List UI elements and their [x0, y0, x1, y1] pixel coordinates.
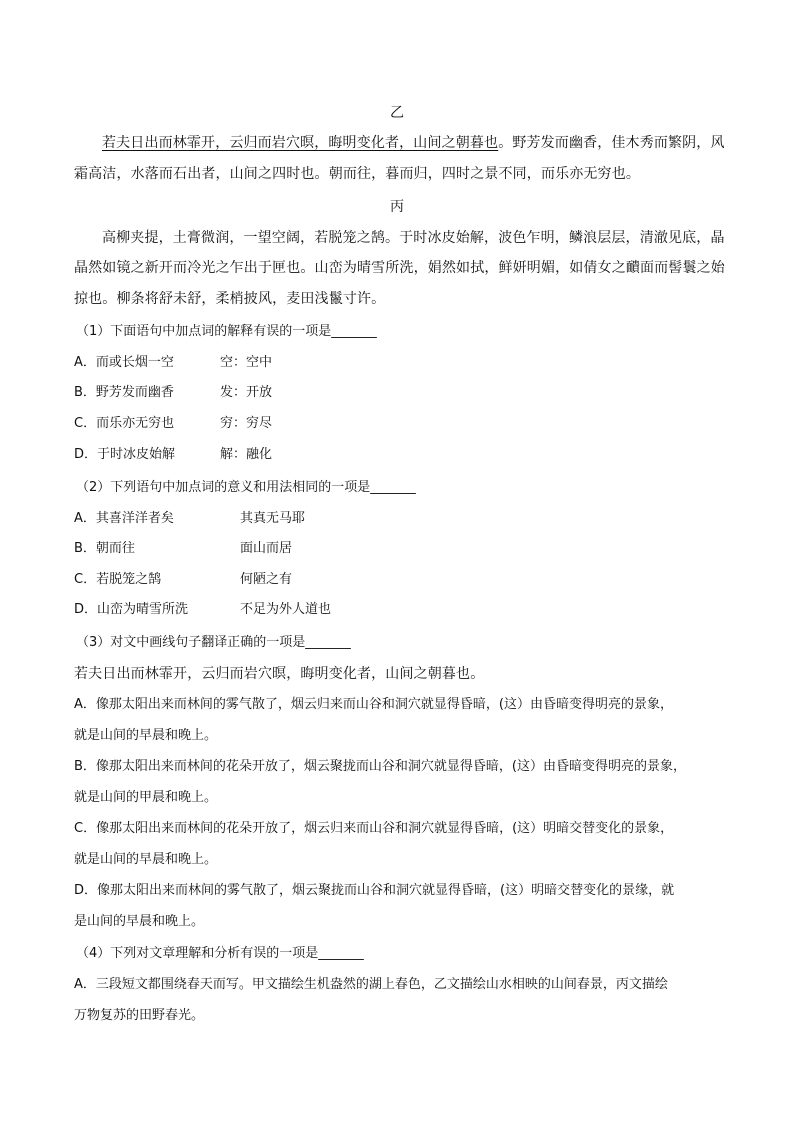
option-pair: 何陋之有	[240, 572, 293, 587]
option-gloss: 发：开放	[220, 385, 273, 400]
option-text: A．其喜洋洋者矣	[74, 511, 174, 526]
passage-yi-line-2: 霜高洁，水落而石出者，山间之四时也。朝而往，暮而归，四时之景不同，而乐亦无穷也。	[74, 166, 640, 182]
option-text: B．朝而往	[74, 541, 135, 556]
passage-bing-heading: 丙	[390, 199, 404, 215]
passage-bing-line-3: 掠也。柳条将舒未舒，柔梢披风，麦田浅鬣寸许。	[74, 291, 386, 307]
question-3-option-c-line-1: C．像那太阳出来而林间的花朵开放了，烟云归来而山谷和洞穴就显得昏暗，(这）明暗交替变化的景象，	[74, 821, 674, 836]
option-text: C．若脱笼之鹄	[74, 572, 162, 587]
question-3-option-d-line-1: D．像那太阳出来而林间的雾气散了，烟云聚拢而山谷和洞穴就显得昏暗，(这）明暗交替变化的景缘，就	[74, 883, 675, 898]
question-2-option-b	[74, 540, 292, 558]
question-4-option-a-line-1: A．三段短文都围绕春天而写。甲文描绘生机盎然的湖上春色，乙文描绘山水相映的山间春景，丙文描绘	[74, 977, 668, 992]
question-2-stem: （2）下列语句中加点词的意义和用法相同的一项是_______	[76, 480, 416, 495]
passage-yi-line-1-rest: 。野芳发而幽香，佳木秀而繁阴，风	[498, 135, 725, 151]
question-3-option-b-line-1: B．像那太阳出来而林间的花朵开放了，烟云聚拢而山谷和洞穴就显得昏暗，(这）由昏暗变得明亮的景象，	[74, 759, 686, 774]
option-gloss: 穷：穷尽	[220, 416, 273, 431]
question-3-option-a-line-2: 就是山间的早晨和晚上。	[74, 728, 218, 743]
option-text: A．而或长烟一空	[74, 355, 174, 370]
passage-yi-heading: 乙	[390, 105, 404, 121]
question-1-option-b	[74, 384, 272, 402]
option-text: C．而乐亦无穷也	[74, 416, 175, 431]
question-1-option-c	[74, 415, 272, 433]
passage-yi-line-1	[102, 134, 725, 152]
passage-bing-line-1: 高柳夹提，土膏微润，一望空阔，若脱笼之鹄。于时冰皮始解，波色乍明，鳞浪层层，清澈见底，晶	[102, 230, 725, 246]
option-text: D．山峦为晴雪所洗	[74, 602, 189, 617]
option-text: D．于时冰皮始解	[74, 447, 176, 462]
question-3-option-b-line-2: 就是山间的甲晨和晚上。	[74, 790, 218, 805]
question-1-option-d	[74, 446, 272, 464]
underlined-sentence: 若夫日出而林霏开，云归而岩穴暝，晦明变化者，山间之朝暮也	[102, 135, 499, 151]
question-3-option-d-line-2: 是山间的早晨和晚上。	[74, 914, 205, 929]
question-2-option-c	[74, 571, 292, 589]
option-gloss: 空：空中	[220, 355, 273, 370]
option-pair: 其真无马耶	[240, 511, 306, 526]
question-3-option-c-line-2: 就是山间的早晨和晚上。	[74, 852, 218, 867]
question-3-sentence: 若夫日出而林霏开，云归而岩穴暝，晦明变化者，山间之朝暮也。	[74, 666, 485, 682]
question-4-stem: （4）下列对文章理解和分析有误的一项是_______	[76, 946, 364, 961]
question-2-option-a	[74, 510, 305, 528]
question-2-option-d	[74, 601, 331, 619]
question-3-option-a-line-1: A．像那太阳出来而林间的雾气散了，烟云归来而山谷和洞穴就显得昏暗，(这）由昏暗变得明亮的景象，	[74, 697, 673, 712]
option-pair: 不足为外人道也	[240, 602, 332, 617]
question-1-stem: （1）下面语句中加点词的解释有误的一项是_______	[76, 324, 377, 339]
passage-bing-line-2: 晶然如镜之新开而冷光之乍出于匣也。山峦为晴雪所洗，娟然如拭，鲜妍明媚，如倩女之靧面而髻鬟之始	[74, 260, 725, 276]
option-text: B．野芳发而幽香	[74, 385, 174, 400]
option-gloss: 解：融化	[220, 447, 273, 462]
question-1-option-a	[74, 354, 272, 372]
option-pair: 面山而居	[240, 541, 293, 556]
question-3-stem: （3）对文中画线句子翻译正确的一项是_______	[76, 635, 351, 650]
question-4-option-a-line-2: 万物复苏的田野春光。	[74, 1008, 205, 1023]
